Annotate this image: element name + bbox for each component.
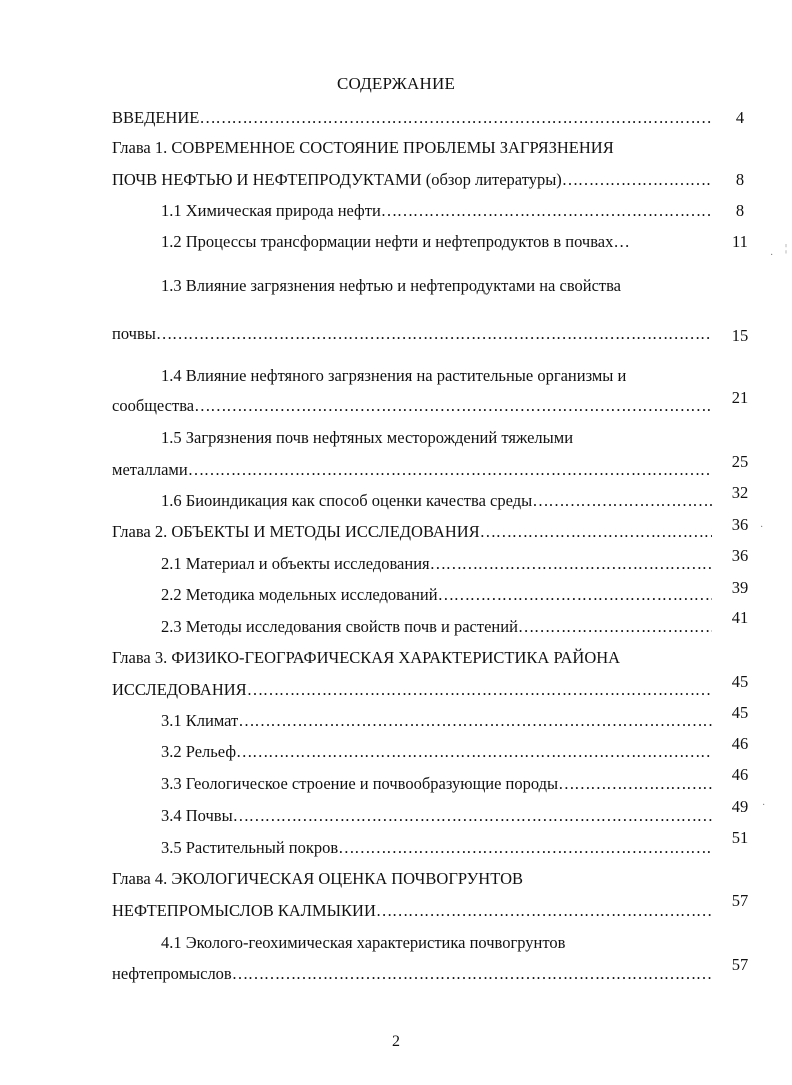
toc-page-number: 46 [731, 765, 749, 784]
scan-speck: · [760, 522, 764, 533]
toc-entry-1-2[interactable]: 1.2 Процессы трансформации нефти и нефтепродуктов в почвах… [161, 232, 630, 251]
toc-entry-1-1[interactable]: 1.1 Химическая природа нефти …………………………………………………………………………………………………………………… [161, 201, 712, 221]
toc-entry-1-5[interactable]: 1.5 Загрязнения почв нефтяных месторождений тяжелыми [161, 428, 574, 447]
toc-page-number: 36 [731, 515, 749, 534]
toc-page-number: 36 [731, 546, 749, 565]
toc-entry-1-6[interactable]: 1.6 Биоиндикация как способ оценки качества среды …………………………………………………………………………………………………………………… [161, 491, 712, 511]
toc-entry-1-3-cont[interactable]: почвы …………………………………………………………………………………………………………………… [112, 324, 712, 344]
toc-entry-4-1[interactable]: 4.1 Эколого-геохимическая характеристика почвогрунтов [161, 933, 566, 952]
toc-page-number: 15 [731, 326, 749, 345]
toc-entry-3-3[interactable]: 3.3 Геологическое строение и почвообразующие породы …………………………………………………………………………………………………………………… [161, 774, 712, 794]
toc-chapter-1-heading[interactable]: Глава 1. СОВРЕМЕННОЕ СОСТОЯНИЕ ПРОБЛЕМЫ ЗАГРЯЗНЕНИЯ [112, 138, 614, 157]
toc-chapter-1-heading-cont[interactable]: ПОЧВ НЕФТЬЮ И НЕФТЕПРОДУКТАМИ (обзор литературы) …………………………………………………………………………………………………………………… [112, 170, 712, 190]
toc-entry-4-1-cont[interactable]: нефтепромыслов …………………………………………………………………………………………………………………… [112, 964, 712, 984]
toc-page-number: 46 [731, 734, 749, 753]
toc-entry-2-1[interactable]: 2.1 Материал и объекты исследования …………………………………………………………………………………………………………………… [161, 554, 712, 574]
toc-page-number: 8 [735, 201, 745, 220]
toc-page-number: 57 [731, 891, 749, 910]
toc-entry-3-1[interactable]: 3.1 Климат …………………………………………………………………………………………………………………… [161, 711, 712, 731]
scan-speck: · [770, 250, 774, 261]
toc-page-number: 51 [731, 828, 749, 847]
toc-entry-3-5[interactable]: 3.5 Растительный покров …………………………………………………………………………………………………………………… [161, 838, 712, 858]
toc-page-number: 45 [731, 703, 749, 722]
scan-speck: · [762, 800, 766, 811]
toc-page-number: 39 [731, 578, 749, 597]
toc-entry-1-3[interactable]: 1.3 Влияние загрязнения нефтью и нефтепродуктами на свойства [161, 276, 622, 295]
toc-entry-3-2[interactable]: 3.2 Рельеф …………………………………………………………………………………………………………………… [161, 742, 712, 762]
toc-page-number: 11 [732, 232, 748, 251]
toc-entry-1-4-cont[interactable]: сообщества …………………………………………………………………………………………………………………… [112, 396, 712, 416]
toc-chapter-4-heading-cont[interactable]: НЕФТЕПРОМЫСЛОВ КАЛМЫКИИ …………………………………………………………………………………………………………………… [112, 901, 712, 921]
toc-page-number: 32 [731, 483, 749, 502]
toc-page-number: 45 [731, 672, 749, 691]
toc-entry-2-3[interactable]: 2.3 Методы исследования свойств почв и растений …………………………………………………………………………………………………………………… [161, 617, 712, 637]
toc-chapter-4-heading[interactable]: Глава 4. ЭКОЛОГИЧЕСКАЯ ОЦЕНКА ПОЧВОГРУНТОВ [112, 869, 524, 888]
toc-page-number: 4 [735, 108, 745, 127]
toc-page-number: 25 [731, 452, 749, 471]
toc-entry-1-5-cont[interactable]: металлами …………………………………………………………………………………………………………………… [112, 460, 712, 480]
page-number: 2 [392, 1033, 400, 1050]
toc-page-number: 21 [731, 388, 749, 407]
scan-speck: ¦ [785, 243, 788, 254]
toc-entry-introduction[interactable]: ВВЕДЕНИЕ …………………………………………………………………………………………………………………… [112, 108, 712, 128]
toc-page-number: 57 [731, 955, 749, 974]
toc-page-number: 49 [731, 797, 749, 816]
toc-entry-3-4[interactable]: 3.4 Почвы …………………………………………………………………………………………………………………… [161, 806, 712, 826]
toc-entry-2-2[interactable]: 2.2 Методика модельных исследований …………………………………………………………………………………………………………………… [161, 585, 712, 605]
toc-entry-1-4[interactable]: 1.4 Влияние нефтяного загрязнения на растительные организмы и [161, 366, 627, 385]
toc-chapter-3-heading[interactable]: Глава 3. ФИЗИКО-ГЕОГРАФИЧЕСКАЯ ХАРАКТЕРИСТИКА РАЙОНА [112, 648, 621, 667]
toc-page-number: 8 [735, 170, 745, 189]
toc-chapter-2-heading[interactable]: Глава 2. ОБЪЕКТЫ И МЕТОДЫ ИССЛЕДОВАНИЯ …………………………………………………………………………………………………………………… [112, 522, 712, 542]
toc-chapter-3-heading-cont[interactable]: ИССЛЕДОВАНИЯ …………………………………………………………………………………………………………………… [112, 680, 712, 700]
page-title: СОДЕРЖАНИЕ [336, 74, 456, 93]
toc-page-number: 41 [731, 608, 749, 627]
